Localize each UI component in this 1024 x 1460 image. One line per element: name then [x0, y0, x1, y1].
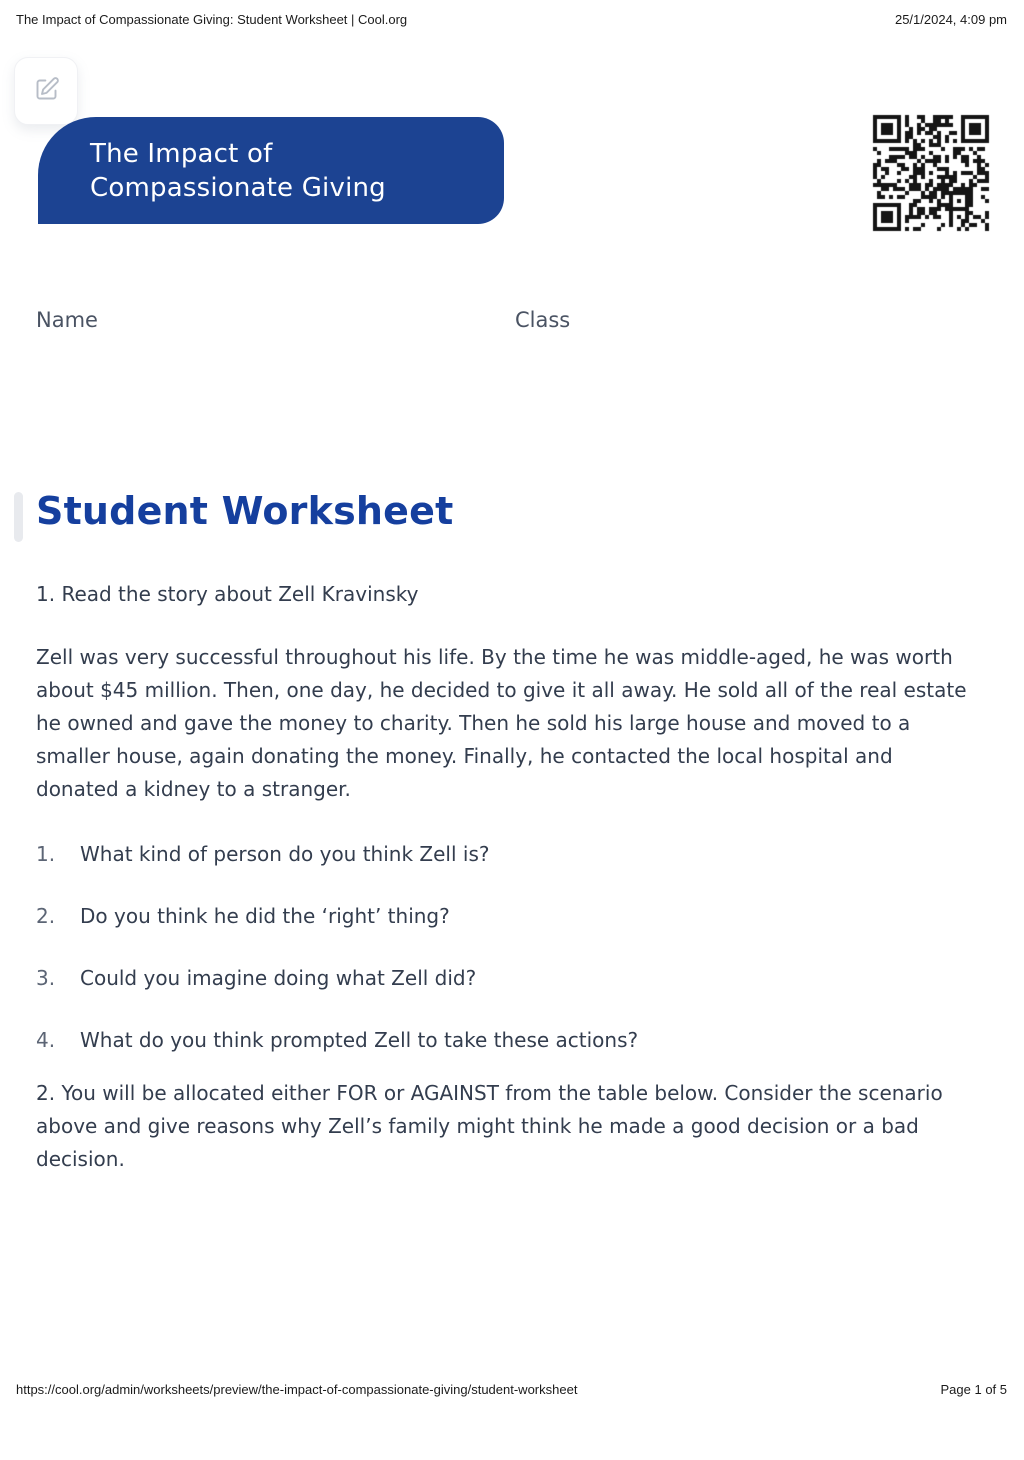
- print-footer: [16, 1382, 1007, 1397]
- instruction-step-2: 2. You will be allocated either FOR or AGAINST from the table below. Consider the scenario above and give reasons why Zell’s family might think he made a good decision or a bad decision.: [36, 1081, 943, 1171]
- question-item-1: [36, 842, 966, 867]
- edit-pencil-square-icon: [33, 76, 60, 107]
- heading-accent-bar: [14, 492, 23, 542]
- page-title: Student Worksheet: [36, 489, 454, 533]
- print-footer-url: https://cool.org/admin/worksheets/preview/the-impact-of-compassionate-giving/student-worksheet: [16, 1382, 578, 1397]
- question-list: [36, 842, 966, 1090]
- question-text: What kind of person do you think Zell is?: [80, 842, 490, 866]
- print-footer-page-number: Page 1 of 5: [940, 1382, 1007, 1397]
- question-number: 4.: [36, 1028, 56, 1052]
- worksheet-title-banner: [38, 117, 504, 224]
- banner-title-line-2: Compassionate Giving: [90, 172, 386, 203]
- qr-code: [872, 114, 990, 232]
- instruction-step-1: 1. Read the story about Zell Kravinsky: [36, 582, 419, 606]
- question-number: 3.: [36, 966, 56, 990]
- banner-title-line-1: The Impact of: [90, 138, 273, 169]
- name-field-label: Name: [36, 308, 98, 332]
- class-field-label: Class: [515, 308, 571, 332]
- question-item-4: [36, 1028, 966, 1053]
- question-number: 1.: [36, 842, 56, 866]
- print-header-title: The Impact of Compassionate Giving: Student Worksheet | Cool.org: [16, 12, 408, 27]
- question-text: Could you imagine doing what Zell did?: [80, 966, 477, 990]
- edit-button[interactable]: [14, 57, 78, 125]
- print-header: [16, 12, 1007, 27]
- question-text: Do you think he did the ‘right’ thing?: [80, 904, 450, 928]
- story-paragraph: Zell was very successful throughout his life. By the time he was middle-aged, he was worth about $45 million. Then, one day, he decided to give it all away. He sold all of the real estate he owned and gave the money to charity. Then he sold his large house and moved to a smaller house, again donating the money. Finally, he contacted the local hospital and donated a kidney to a stranger.: [36, 645, 967, 801]
- qr-code-image: [872, 114, 990, 232]
- question-item-3: [36, 966, 966, 991]
- question-item-2: [36, 904, 966, 929]
- question-text: What do you think prompted Zell to take these actions?: [80, 1028, 639, 1052]
- print-header-datetime: 25/1/2024, 4:09 pm: [894, 12, 1007, 27]
- question-number: 2.: [36, 904, 56, 928]
